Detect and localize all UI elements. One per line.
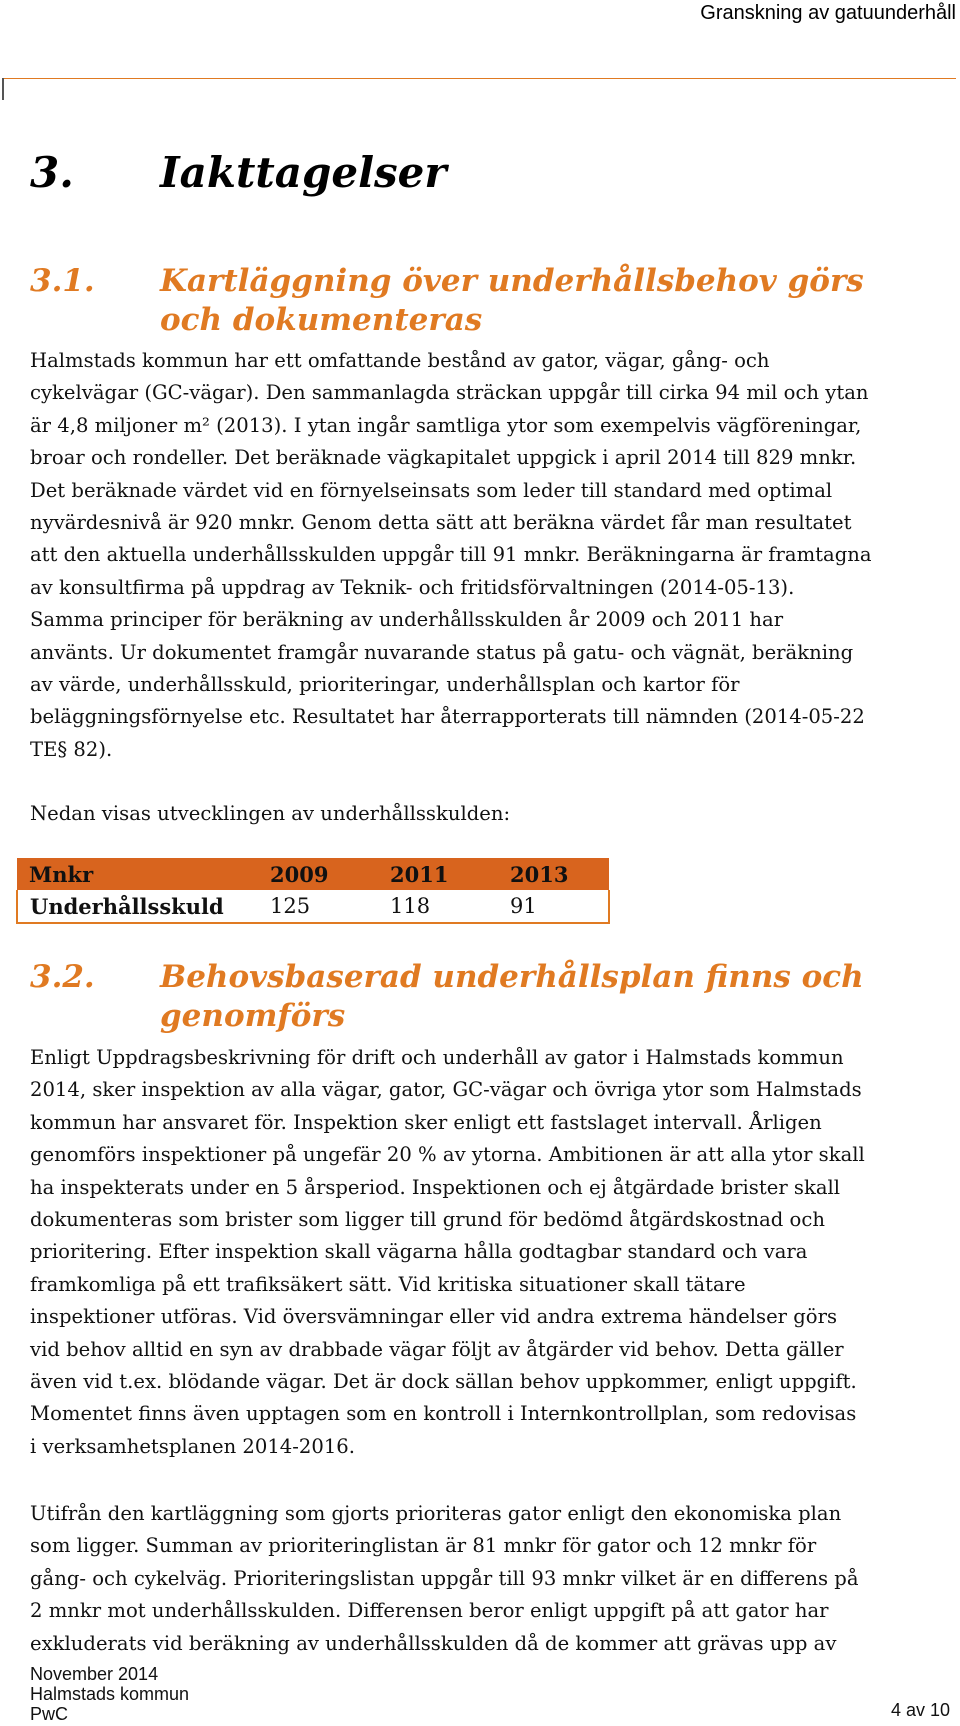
table-cell: 91 — [498, 890, 609, 923]
text-line: 2014, sker inspektion av alla vägar, gator, GC-vägar och övriga ytor som Halmstads — [30, 1078, 862, 1102]
section-number: 3.2. — [30, 959, 95, 995]
header-rule-tick — [2, 78, 4, 100]
text-line: är 4,8 miljoner m² (2013). I ytan ingår samtliga ytor som exempelvis vägföreningar, — [30, 413, 862, 437]
running-header: Granskning av gatuunderhåll — [700, 2, 956, 24]
section-3-1-paragraph-2 — [30, 798, 960, 830]
text-line: även vid t.ex. blödande vägar. Det är dock sällan behov uppkommer, enligt uppgift. — [30, 1370, 857, 1394]
text-line: Det beräknade värdet vid en förnyelseinsats som leder till standard med optimal — [30, 478, 833, 502]
text-line: 2 mnkr mot underhållsskulden. Differensen beror enligt uppgift på att gator har — [30, 1599, 829, 1623]
text-line: Utifrån den kartläggning som gjorts prioriteras gator enligt den ekonomiska plan — [30, 1502, 842, 1525]
section-number: 3.1. — [30, 263, 95, 299]
chapter-title: Iakttagelser — [160, 148, 447, 197]
table-header-cell: 2009 — [258, 858, 378, 890]
text-line: i verksamhetsplanen 2014-2016. — [30, 1434, 355, 1458]
text-line: Momentet finns även upptagen som en kontroll i Internkontrollplan, som redovisas — [30, 1402, 857, 1426]
text-line: exkluderats vid beräkning av underhållsskulden då de kommer att grävas upp av — [30, 1631, 837, 1655]
text-line: Nedan visas utvecklingen av underhållsskulden: — [30, 802, 511, 825]
footer-firm: PwC — [30, 1704, 69, 1724]
text-line: av värde, underhållsskuld, prioriteringar, underhållsplan och kartor för — [30, 673, 740, 697]
table-cell: 118 — [378, 890, 498, 923]
header-rule — [2, 78, 956, 79]
section-3-1-paragraph-1 — [30, 345, 960, 766]
table-row — [17, 890, 609, 923]
text-line: gång- och cykelväg. Prioriteringslistan uppgår till 93 mnkr vilket är en differens på — [30, 1566, 859, 1590]
section-title-line: genomförs — [160, 998, 346, 1034]
section-3-2-paragraph-2 — [30, 1498, 960, 1660]
text-line: Enligt Uppdragsbeskrivning för drift och underhåll av gator i Halmstads kommun — [30, 1046, 844, 1069]
text-line: nyvärdesnivå är 920 mnkr. Genom detta sätt att beräkna värdet får man resultatet — [30, 511, 852, 535]
chapter-heading — [30, 148, 447, 197]
chapter-number: 3. — [30, 148, 74, 197]
text-line: cykelvägar (GC-vägar). Den sammanlagda sträckan uppgår till cirka 94 mil och ytan — [30, 381, 869, 405]
text-line: ha inspekterats under en 5 årsperiod. Inspektionen och ej åtgärdade brister skall — [30, 1175, 841, 1199]
text-line: använts. Ur dokumentet framgår nuvarande status på gatu- och vägnät, beräkning — [30, 640, 854, 664]
text-line: prioritering. Efter inspektion skall vägarna hålla godtagbar standard och vara — [30, 1240, 808, 1264]
footer-org: Halmstads kommun — [30, 1684, 190, 1704]
section-heading-3-1 — [30, 262, 864, 340]
text-line: framkomliga på ett trafiksäkert sätt. Vid kritiska situationer skall tätare — [30, 1272, 746, 1296]
table-header-cell: 2013 — [498, 858, 609, 890]
table-header-row — [17, 858, 609, 890]
text-line: inspektioner utföras. Vid översvämningar eller vid andra extrema händelser görs — [30, 1305, 838, 1329]
text-line: vid behov alltid en syn av drabbade vägar följt av åtgärder vid behov. Detta gäller — [30, 1337, 844, 1361]
text-line: kommun har ansvaret för. Inspektion sker enligt ett fastslaget intervall. Årligen — [30, 1110, 822, 1134]
text-line: broar och rondeller. Det beräknade vägkapitalet uppgick i april 2014 till 829 mnkr. — [30, 446, 857, 470]
page-number: 4 av 10 — [890, 1700, 950, 1720]
text-line: Samma principer för beräkning av underhållsskulden år 2009 och 2011 har — [30, 608, 784, 632]
section-3-2-paragraph-1 — [30, 1042, 960, 1463]
section-title-line: Kartläggning över underhållsbehov görs — [160, 263, 864, 299]
table-cell: 125 — [258, 890, 378, 923]
text-line: dokumenteras som brister som ligger till grund för bedömd åtgärdskostnad och — [30, 1208, 825, 1232]
section-title-line: och dokumenteras — [160, 302, 483, 338]
table-cell: Underhållsskuld — [17, 890, 258, 923]
text-line: genomförs inspektioner på ungefär 20 % av ytorna. Ambitionen är att alla ytor skall — [30, 1143, 865, 1167]
text-line: Halmstads kommun har ett omfattande bestånd av gator, vägar, gång- och — [30, 349, 770, 372]
text-line: att den aktuella underhållsskulden uppgår till 91 mnkr. Beräkningarna är framtagna — [30, 543, 872, 567]
section-heading-3-2 — [30, 958, 864, 1036]
footer-date: November 2014 — [30, 1664, 159, 1684]
text-line: beläggningsförnyelse etc. Resultatet har återrapporterats till nämnden (2014-05-22 — [30, 705, 865, 729]
text-line: TE§ 82). — [30, 737, 113, 761]
table-header-cell: Mnkr — [17, 858, 258, 890]
debt-table — [16, 858, 610, 924]
text-line: som ligger. Summan av prioriteringlistan är 81 mnkr för gator och 12 mnkr för — [30, 1534, 817, 1558]
section-title-line: Behovsbaserad underhållsplan finns och — [160, 959, 864, 995]
table-header-cell: 2011 — [378, 858, 498, 890]
text-line: av konsultfirma på uppdrag av Teknik- och fritidsförvaltningen (2014-05-13). — [30, 575, 795, 599]
